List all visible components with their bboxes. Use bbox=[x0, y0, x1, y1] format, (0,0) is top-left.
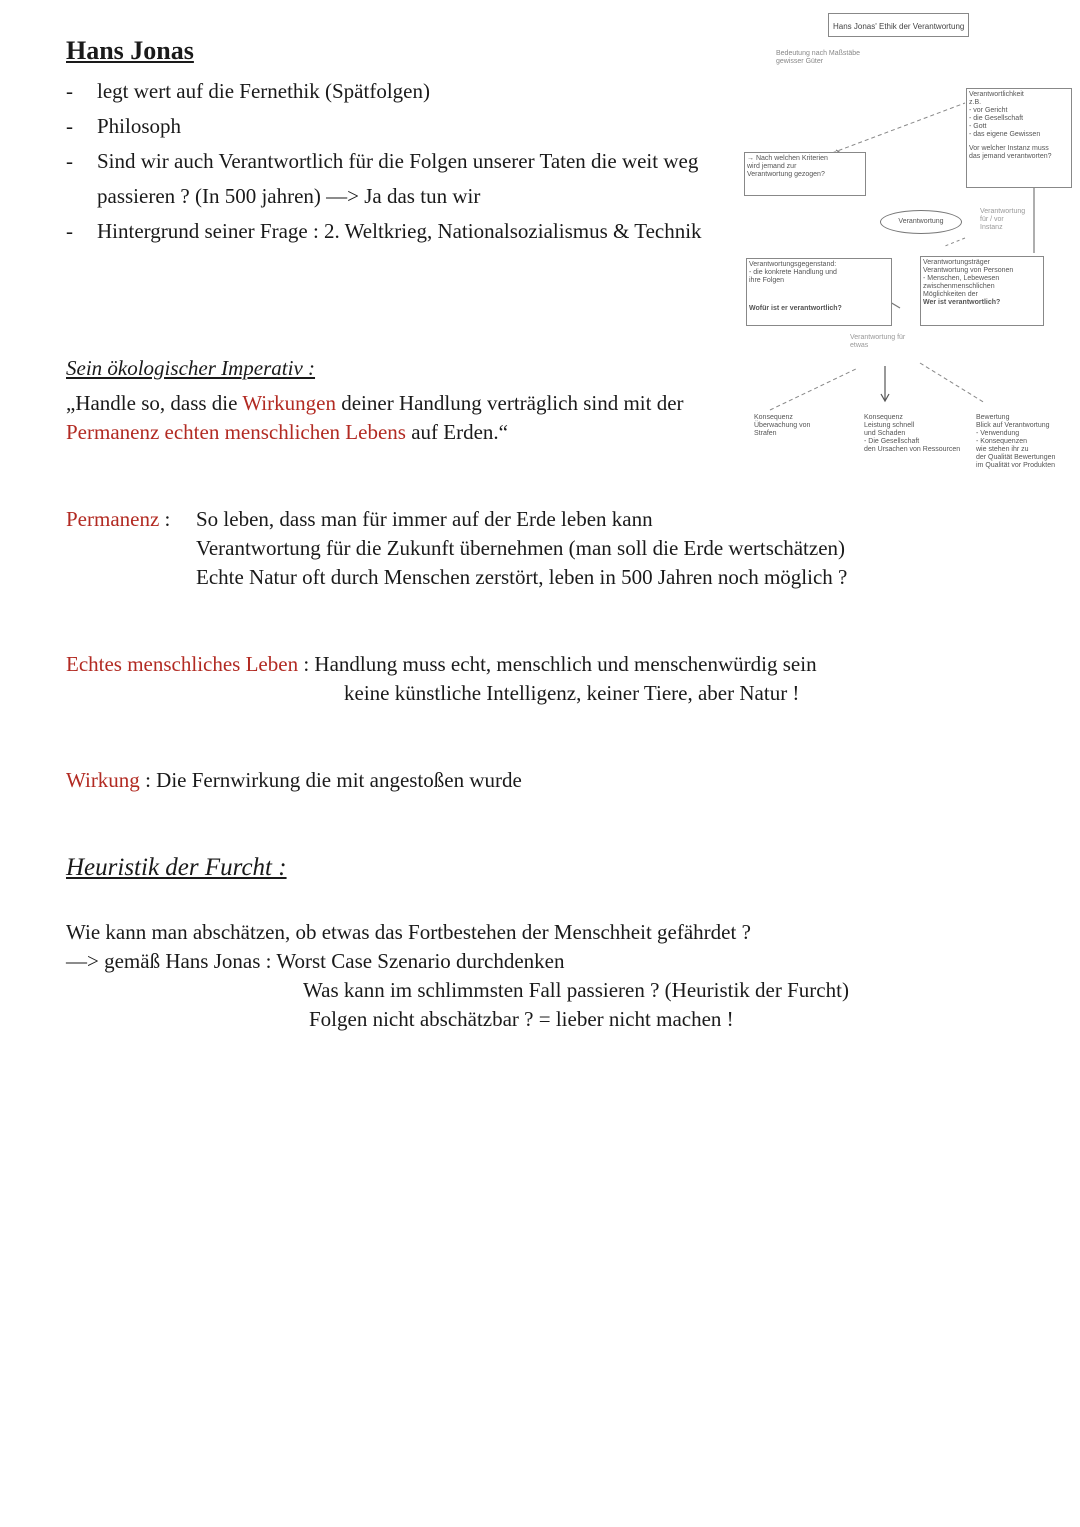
diagram-text: - die Gesellschaft bbox=[969, 115, 1024, 122]
diagram-text: - die konkrete Handlung und bbox=[749, 269, 837, 276]
diagram-text: Bedeutung nach Maßstäbe bbox=[776, 50, 861, 57]
diagram-text: der Qualität Bewertungen bbox=[976, 454, 1056, 461]
diagram-block-right bbox=[976, 414, 1055, 470]
diagram-note bbox=[980, 208, 1025, 232]
definition-term: Wirkung bbox=[66, 768, 140, 792]
diagram-title-box bbox=[828, 13, 969, 37]
diagram-note bbox=[850, 334, 905, 350]
diagram-text: → Nach welchen Kriterien bbox=[747, 155, 828, 162]
heuristik-line: Wie kann man abschätzen, ob etwas das Fortbestehen der Menschheit gefährdet ? bbox=[66, 920, 751, 944]
heuristik-line: —> gemäß Hans Jonas : Worst Case Szenario durchdenken bbox=[66, 949, 565, 973]
bullet-text: Hintergrund seiner Frage : 2. Weltkrieg, Nationalsozialismus & Technik bbox=[97, 219, 702, 243]
diagram-text: etwas bbox=[850, 342, 869, 349]
diagram-block-left bbox=[754, 414, 810, 438]
diagram-text: das jemand verantworten? bbox=[969, 153, 1052, 160]
diagram-text: Verantwortungsträger bbox=[923, 259, 990, 266]
list-item bbox=[66, 214, 706, 249]
bullet-text: legt wert auf die Fernethik (Spätfolgen) bbox=[97, 79, 430, 103]
heuristik-heading: Heuristik der Furcht : bbox=[66, 854, 287, 881]
definition-line: Die Fernwirkung die mit angestoßen wurde bbox=[156, 768, 522, 792]
list-item bbox=[66, 144, 706, 214]
diagram-box-traeger bbox=[920, 256, 1044, 326]
definition-line: keine künstliche Intelligenz, keiner Tiere, aber Natur ! bbox=[344, 681, 800, 705]
diagram-text: - Konsequenzen bbox=[976, 438, 1027, 445]
definition-separator: : bbox=[298, 652, 315, 676]
diagram-text: - Gott bbox=[969, 123, 987, 130]
diagram-text: Konsequenz bbox=[754, 414, 793, 421]
bullet-text: Sind wir auch Verantwortlich für die Folgen unserer Taten die weit weg passieren ? (In 500 jahren) —> Ja das tun wir bbox=[97, 149, 699, 208]
definition-separator: : bbox=[159, 507, 171, 531]
bullet-dash: - bbox=[66, 149, 73, 173]
diagram-text: Verantwortung bbox=[980, 208, 1026, 215]
diagram-connectors bbox=[740, 8, 1070, 478]
diagram-text: ihre Folgen bbox=[749, 277, 785, 284]
diagram-text: - das eigene Gewissen bbox=[969, 131, 1041, 138]
imperative-quote bbox=[66, 389, 746, 447]
page-title: Hans Jonas bbox=[66, 36, 194, 65]
quote-highlight-permanenz: Permanenz echten menschlichen Lebens bbox=[66, 420, 406, 444]
definition-line: Handlung muss echt, menschlich und menschenwürdig sein bbox=[314, 652, 817, 676]
definition-term: Echtes menschliches Leben bbox=[66, 652, 299, 676]
diagram-text: Wer ist verantwortlich? bbox=[923, 299, 1001, 306]
heuristik-body bbox=[66, 918, 966, 1034]
quote-text: deiner Handlung verträglich sind mit der bbox=[335, 391, 684, 415]
imperative-heading: Sein ökologischer Imperativ : bbox=[66, 356, 316, 380]
quote-text: „Handle so, dass die bbox=[66, 391, 243, 415]
heuristik-line: Folgen nicht abschätzbar ? = lieber nicht machen ! bbox=[309, 1007, 734, 1031]
diagram-text: Verantwortung von Personen bbox=[923, 267, 1014, 274]
diagram-text: Wofür ist er verantwortlich? bbox=[749, 305, 842, 312]
heuristik-line: Was kann im schlimmsten Fall passieren ? (Heuristik der Furcht) bbox=[303, 978, 849, 1002]
diagram-text: Überwachung von bbox=[754, 422, 811, 429]
diagram-text: Möglichkeiten der bbox=[923, 291, 978, 298]
diagram-note bbox=[776, 50, 860, 66]
diagram-text: Konsequenz bbox=[864, 414, 903, 421]
diagram-text: Verantwortlichkeit bbox=[969, 91, 1024, 98]
quote-text: auf Erden.“ bbox=[405, 420, 508, 444]
diagram-title: Hans Jonas' Ethik der Verantwortung bbox=[833, 22, 965, 31]
diagram-block-mid bbox=[864, 414, 960, 454]
diagram-text: zwischenmenschlichen bbox=[923, 283, 995, 290]
quote-highlight-wirkungen: Wirkungen bbox=[242, 391, 336, 415]
list-item bbox=[66, 74, 706, 109]
diagram-text: Strafen bbox=[754, 430, 777, 437]
diagram-text: Verantwortung bbox=[898, 218, 944, 225]
diagram-box-gegenstand bbox=[746, 258, 892, 326]
diagram-text: - Menschen, Lebewesen bbox=[923, 275, 1000, 282]
definition-line: So leben, dass man für immer auf der Erde leben kann bbox=[196, 507, 653, 531]
diagram-text: wie stehen ihr zu bbox=[976, 446, 1029, 453]
diagram-text: - Verwendung bbox=[976, 430, 1020, 437]
diagram-text: Verantwortung gezogen? bbox=[747, 171, 825, 178]
bullet-dash: - bbox=[66, 79, 73, 103]
diagram-text: Bewertung bbox=[976, 414, 1010, 421]
diagram-text: Vor welcher Instanz muss bbox=[969, 145, 1049, 152]
diagram-text: Blick auf Verantwortung bbox=[976, 422, 1050, 429]
diagram-text: Instanz bbox=[980, 224, 1003, 231]
diagram-text: - Die Gesellschaft bbox=[864, 438, 920, 445]
bullet-text: Philosoph bbox=[97, 114, 182, 138]
diagram-text: Verantwortung für bbox=[850, 334, 906, 341]
list-item bbox=[66, 109, 706, 144]
diagram-text: Verantwortungsgegenstand: bbox=[749, 261, 837, 268]
definition-line: Verantwortung für die Zukunft übernehmen (man soll die Erde wertschätzen) bbox=[196, 536, 846, 560]
diagram-text: Leistung schnell bbox=[864, 422, 915, 429]
definition-separator: : bbox=[139, 768, 157, 792]
diagram-box-instanz bbox=[966, 88, 1072, 188]
responsibility-diagram bbox=[740, 8, 1070, 478]
diagram-center-oval bbox=[880, 210, 962, 234]
bullet-list bbox=[66, 74, 706, 249]
definition-echtes-leben bbox=[66, 650, 966, 708]
bullet-dash: - bbox=[66, 114, 73, 138]
diagram-text: z.B. bbox=[969, 99, 982, 106]
diagram-text: gewisser Güter bbox=[776, 58, 824, 65]
diagram-text: für / vor bbox=[980, 216, 1004, 223]
definition-term: Permanenz bbox=[66, 507, 160, 531]
definition-wirkung bbox=[66, 766, 522, 795]
diagram-text: wird jemand zur bbox=[747, 163, 797, 170]
diagram-text: und Schaden bbox=[864, 430, 906, 437]
diagram-text: im Qualität vor Produkten bbox=[976, 462, 1055, 469]
diagram-text: den Ursachen von Ressourcen bbox=[864, 446, 961, 453]
definition-line: Echte Natur oft durch Menschen zerstört, leben in 500 Jahren noch möglich ? bbox=[196, 565, 848, 589]
diagram-text: - vor Gericht bbox=[969, 107, 1008, 114]
bullet-dash: - bbox=[66, 219, 73, 243]
diagram-box-criteria bbox=[744, 152, 866, 196]
